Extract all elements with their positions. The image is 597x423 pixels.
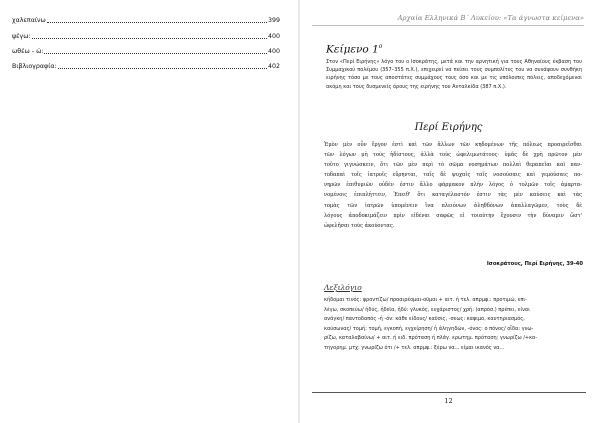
toc-leader-dots xyxy=(32,38,267,39)
toc-page-number: 402 xyxy=(267,62,280,70)
toc-leader-dots xyxy=(58,68,267,69)
greek-line: τῶν λόγων μὴ τοὺς ἡδίστους, ἀλλὰ τοὺς ὠφελιμωτάτους· ὑμᾶς δὲ χρὴ πρῶτον μὲν xyxy=(324,152,582,159)
lexicon-line: λέγω, σκοπεύω/ ἡδύς, ἡδεῖα, ἡδύ: γλυκός, ευχάριστος/ χρή: (απρόσ.) πρέπει, είναι xyxy=(324,306,530,313)
lexicon-line: ανάγκη/ παντοδαπός -ή -όν: κάθε είδους/ καῦσις, -σεως: καψιμο, καυτηριασμός, xyxy=(324,316,525,323)
left-page xyxy=(0,0,298,423)
toc-row[interactable] xyxy=(12,60,280,70)
lexicon-line: ρίζω, καταλαβαίνω/ + αιτ. ή ειδ. πρόταση ή πλάγ. ερωτημ. πρόταση: γνωρίζω /+κα- xyxy=(324,335,538,342)
greek-line: τομὰς τῶν ἰατρῶν ὑπομένειν ἵνα πλειόνων ἀληθδόνων ἀπαλλαγῶμεν, τοὺς δὲ xyxy=(324,202,582,209)
toc-row[interactable] xyxy=(12,45,280,55)
greek-line: νομένοις ἐπιπλήττειν, Ἐπειθ' ὅτι καταγέλαστόν ἐστιν τὰς μὲν καύσεις καὶ τὰς xyxy=(324,192,582,199)
page-number: 12 xyxy=(444,397,453,405)
lexicon-line: τηγορημ. μτχ: γνωρίζω ότι /+ τελ. απρμφ.: ξέρω να... είμαι ικανός να... xyxy=(324,344,505,351)
greek-line: ὠφελῆσαι τοὺς ἀκούοντας. xyxy=(324,222,395,229)
greek-line: τοδαπαὶ τοῖς ἰατροῖς εὕρηνται, ταῖς δὲ ψυχαῖς ταῖς νοσούσαις καὶ γεμούσαις πο- xyxy=(324,172,582,179)
text-title-label: Κείμενο 1 xyxy=(326,43,379,56)
running-head: Αρχαία Ελληνικά Β΄ Λυκείου: «Τα άγνωστα κείμενα» xyxy=(312,14,584,26)
greek-line: τοῦτο γιγνώσκειν, ὅτι τῶν μὲν περὶ τὸ σῶμα νοσημάτων πολλαὶ θεραπεῖαι καὶ παν- xyxy=(324,162,582,169)
toc-label: χαλεπαίνω xyxy=(12,16,46,24)
footer-rule xyxy=(312,392,586,393)
toc-label: ψέγω: xyxy=(12,32,31,40)
lexicon-title: Λεξιλόγιο xyxy=(324,283,362,292)
text-title-superscript: ο xyxy=(378,43,383,50)
work-title: Περί Ειρήνης xyxy=(414,122,483,133)
right-page xyxy=(300,0,597,423)
toc-leader-dots xyxy=(44,53,266,54)
toc-label: ωθέω - ώ: xyxy=(12,47,44,55)
greek-passage xyxy=(324,140,582,231)
lexicon-list xyxy=(324,296,584,354)
toc-page-number: 400 xyxy=(267,47,280,55)
toc-label: Βιβλιογραφία: xyxy=(12,62,57,70)
intro-paragraph: Στον «Περί Ειρήνης» λόγο του ο Ισοκράτης, μετά και την αρνητική για τους Αθηναίους έκβαση του Συμμαχικού πολέμου (357–355 π.Χ.), επιχειρεί να πείσει τους συμπολίτες του να συνάψουν συνθήκη ειρήνης τόσο με τους αποστάτες συμμάχους τους όσο και με τις υπόλοιπες πόλεις, αποδεχόμενοι ακόμη και τους δυσμενείς όρους της ειρήνης του Ανταλκίδα (387 π.Χ.). xyxy=(326,59,582,90)
toc-page-number: 399 xyxy=(267,16,280,24)
text-title xyxy=(326,43,382,56)
greek-line: λόγους ἀποδοκιμάζειν πρὶν εἰδέναι σαφῶς εἰ τοιαύτην ἔχουσιν τὴν δύναμιν ὥστ' xyxy=(324,212,582,219)
lexicon-line: καύσωνας/ τομή: τομή, εγκοπή, εγχείρηση/ ἡ ἀληγηδών, -όνος: ο πόνος/ οἶδα: γνω- xyxy=(324,325,534,332)
source-citation: Ισοκράτους, Περί Ειρήνης, 39-40 xyxy=(486,261,583,267)
toc-row[interactable] xyxy=(12,30,280,40)
toc-page-number: 400 xyxy=(267,32,280,40)
toc-row[interactable] xyxy=(12,14,280,24)
greek-line: νηρῶν ἐπιθυμιῶν οὐδὲν ἐστιν ἄλλο φάρμακον πλὴν λόγος ὁ τολμῶν τοῖς ἁμαρτα- xyxy=(324,182,582,189)
toc-leader-dots xyxy=(47,22,267,23)
lexicon-line: κήδομαι τινός: φροντίζω/ προαιρέομαι-οῦμαι + αιτ. ή τελ. απρμφ.: προτιμώ, επι- xyxy=(324,297,527,303)
greek-line: Ἐμὸν μὲν οὖν ἔργον ἐστὶ καὶ τῶν ἄλλων τῶν κηδομένων τῆς πόλεως προαιρεῖσθαι xyxy=(324,142,582,148)
